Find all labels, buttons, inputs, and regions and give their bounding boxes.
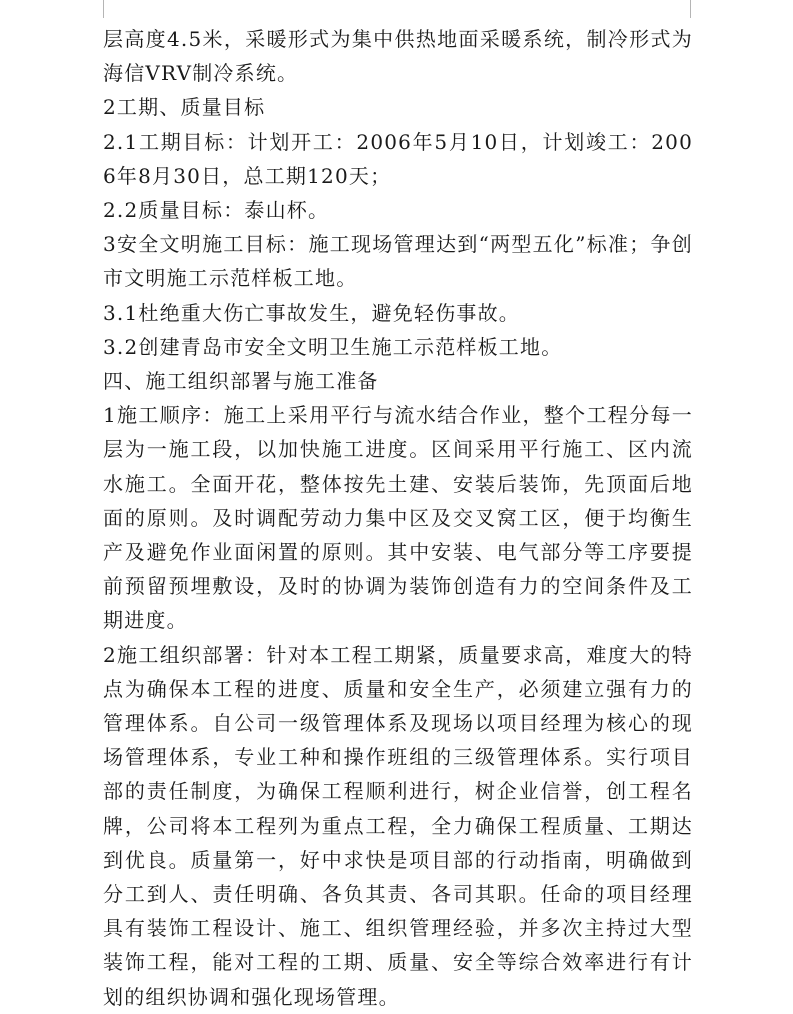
paragraph-construction-sequence: 1施工顺序：施工上采用平行与流水结合作业，整个工程分每一层为一施工段，以加快施工进度。区间采用平行施工、区内流水施工。全面开花，整体按先土建、安装后装饰，先顶面后地面的原则。及时调配劳动力集中区及交叉窝工区，便于均衡生产及避免作业面闲置的原则。其中安装、电气部分等工序要提前预留预埋敷设，及时的协调为装饰创造有力的空间条件及工期进度。	[103, 403, 693, 633]
paragraph-quality-goal: 2.2质量目标：泰山杯。	[103, 198, 330, 223]
paragraph-safety-goal-3-1: 3.1杜绝重大伤亡事故发生，避免轻伤事故。	[103, 300, 521, 325]
paragraph-organization-deployment: 2施工组织部署：针对本工程工期紧，质量要求高，难度大的特点为确保本工程的进度、质量和安全生产，必须建立强有力的管理体系。自公司一级管理体系及现场以项目经理为核心的现场管理体系，专业工种和操作班组的三级管理体系。实行项目部的责任制度，为确保工程顺利进行，树企业信誉，创工程名牌，公司将本工程列为重点工程，全力确保工程质量、工期达到优良。质量第一，好中求快是项目部的行动指南，明确做到分工到人、责任明确、各负其责、各司其职。任命的项目经理具有装饰工程设计、施工、组织管理经验，并多次主持过大型装饰工程，能对工程的工期、质量、安全等综合效率进行有计划的组织协调和强化现场管理。	[103, 642, 693, 1009]
heading-section-four: 四、施工组织部署与施工准备	[103, 369, 379, 394]
crop-mark-right	[690, 0, 691, 18]
paragraph-safety-goal-3-2: 3.2创建青岛市安全文明卫生施工示范样板工地。	[103, 334, 563, 359]
heading-schedule-quality-goals: 2工期、质量目标	[103, 95, 266, 120]
paragraph-safety-goal: 3安全文明施工目标：施工现场管理达到“两型五化”标准；争创市文明施工示范样板工地。	[103, 232, 693, 291]
crop-mark-left	[103, 0, 104, 18]
paragraph-schedule-goal: 2.1工期目标：计划开工：2006年5月10日，计划竣工：2006年8月30日，总工期120天；	[103, 129, 693, 188]
paragraph-heating-cooling: 层高度4.5米，采暖形式为集中供热地面采暖系统，制冷形式为海信VRV制冷系统。	[103, 27, 693, 86]
document-body[interactable]	[103, 22, 693, 1014]
